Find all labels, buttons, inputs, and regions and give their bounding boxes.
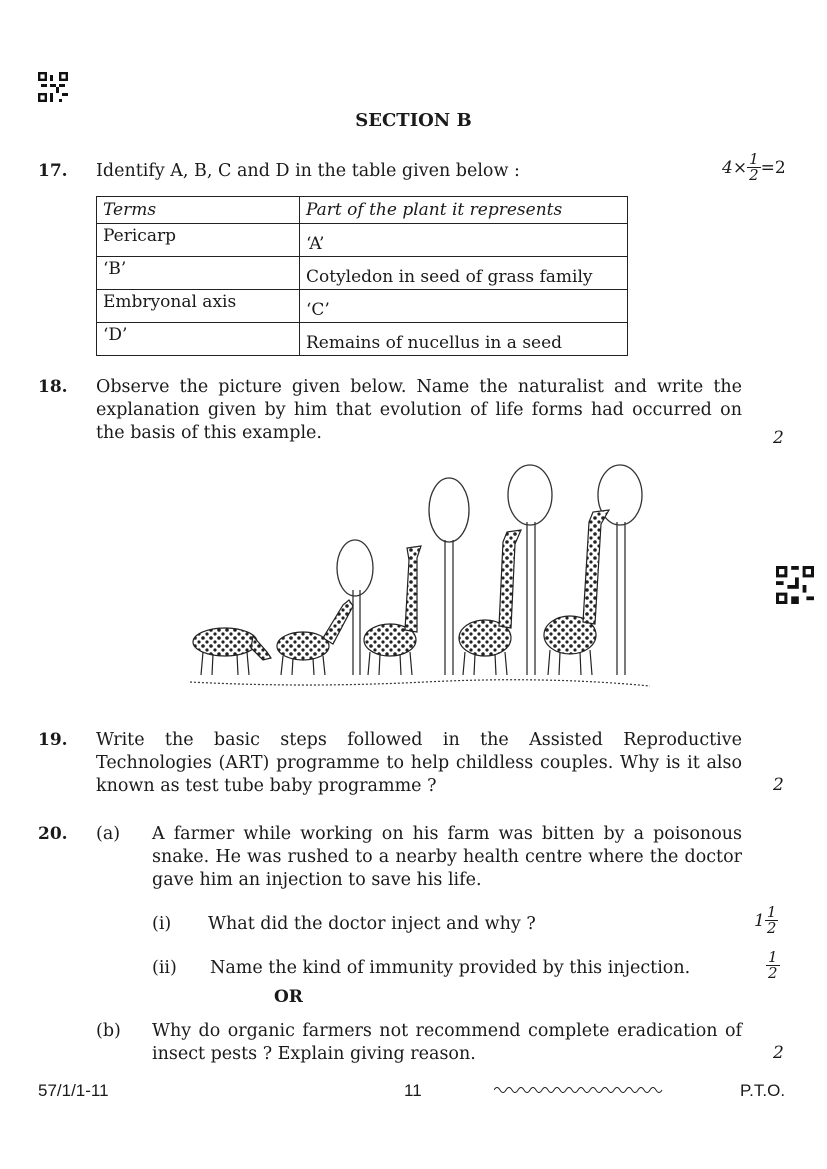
section-title: SECTION B bbox=[355, 110, 472, 131]
table-row bbox=[97, 257, 628, 290]
pto-label: P.T.O. bbox=[740, 1081, 786, 1100]
table-cell: Cotyledon in seed of grass family bbox=[300, 257, 628, 290]
table-row bbox=[97, 323, 628, 356]
qr-code-icon bbox=[776, 566, 814, 604]
table-cell: ‘A’ bbox=[300, 224, 628, 257]
question-20a-label: (a) bbox=[96, 824, 121, 844]
wavy-line-icon bbox=[494, 1084, 664, 1096]
question-20a-ii-text: Name the kind of immunity provided by this injection. bbox=[210, 958, 691, 978]
question-18-number: 18. bbox=[38, 377, 68, 397]
question-20a-i-text: What did the doctor inject and why ? bbox=[208, 914, 536, 934]
question-20a-ii-label: (ii) bbox=[152, 958, 177, 978]
question-18-text: Observe the picture given below. Name the naturalist and write the explanation given by him that evolution of life forms had occurred on the basis of this example. bbox=[96, 377, 742, 443]
question-17-text: Identify A, B, C and D in the table given below : bbox=[96, 161, 520, 181]
question-20a-i-label: (i) bbox=[152, 914, 172, 934]
question-20-number: 20. bbox=[38, 824, 68, 844]
question-17-marks: 4× $\frac{1}{2}$ =2 bbox=[722, 150, 786, 184]
or-separator: OR bbox=[274, 987, 303, 1007]
page-number: 11 bbox=[404, 1081, 422, 1100]
table-header-row bbox=[97, 197, 628, 224]
table-row bbox=[97, 290, 628, 323]
table-cell: Pericarp bbox=[97, 224, 300, 257]
paper-code: 57/1/1-11 bbox=[38, 1081, 109, 1100]
giraffe-evolution-illustration bbox=[185, 460, 655, 695]
table-header: Terms bbox=[97, 197, 300, 224]
question-17-number: 17. bbox=[38, 161, 68, 181]
question-20a-text: A farmer while working on his farm was bitten by a poisonous snake. He was rushed to a nearby health centre where the doctor gave him an injection to save his life. bbox=[152, 824, 742, 890]
table-cell: ‘D’ bbox=[97, 323, 300, 356]
question-18-marks: 2 bbox=[773, 428, 784, 448]
question-20a-i-marks: 1 $\frac{1}{2}$ bbox=[754, 903, 777, 937]
question-20b-label: (b) bbox=[96, 1021, 121, 1041]
table-row bbox=[97, 224, 628, 257]
table-cell: ‘C’ bbox=[300, 290, 628, 323]
question-19-number: 19. bbox=[38, 730, 68, 750]
table-cell: Remains of nucellus in a seed bbox=[300, 323, 628, 356]
question-20b-text: Why do organic farmers not recommend complete eradication of insect pests ? Explain giving reason. bbox=[152, 1021, 742, 1064]
table-cell: Embryonal axis bbox=[97, 290, 300, 323]
terms-table bbox=[96, 196, 628, 356]
table-cell: ‘B’ bbox=[97, 257, 300, 290]
giraffe bbox=[193, 510, 609, 675]
qr-code-icon bbox=[38, 72, 68, 102]
question-20b-marks: 2 bbox=[773, 1043, 784, 1063]
question-19-text: Write the basic steps followed in the Assisted Reproductive Technologies (ART) programme to help childless couples. Why is it also known as test tube baby programme ? bbox=[96, 730, 742, 796]
table-header: Part of the plant it represents bbox=[300, 197, 628, 224]
question-19-marks: 2 bbox=[773, 775, 784, 795]
question-20a-ii-marks: $\frac{1}{2}$ bbox=[768, 948, 778, 982]
